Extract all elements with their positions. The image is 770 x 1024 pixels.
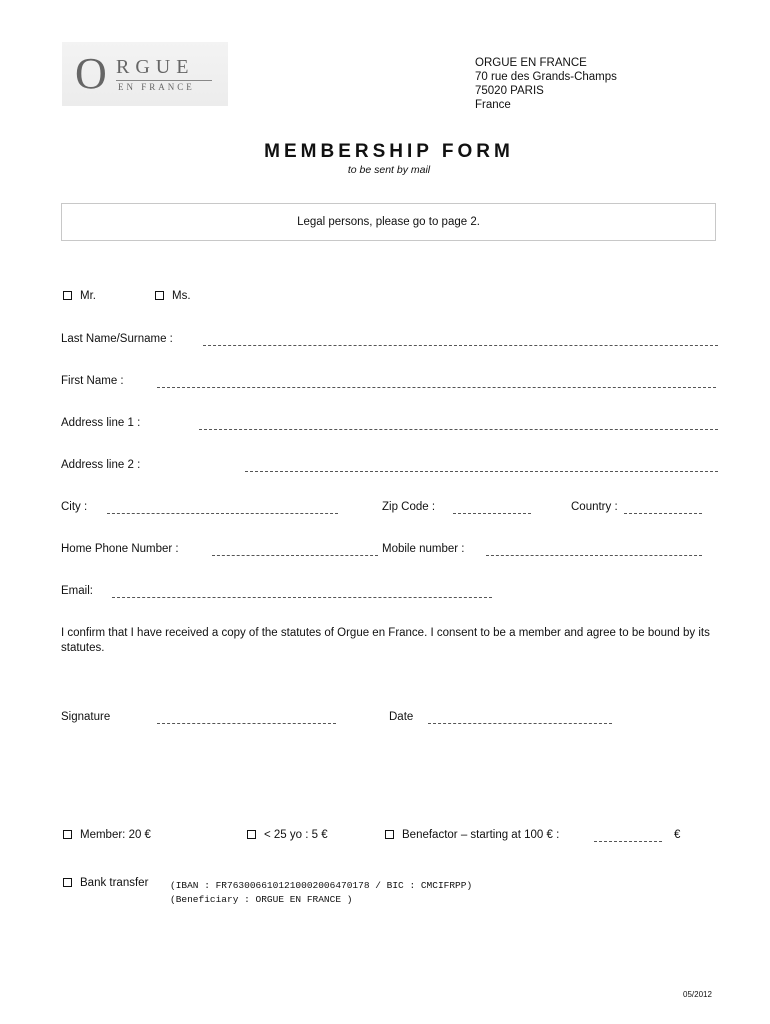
first-name-field[interactable] [157, 387, 716, 388]
address-line: 70 rue des Grands-Champs [475, 71, 617, 83]
date-label: Date [389, 711, 414, 723]
country-field[interactable] [624, 513, 702, 514]
fee-member[interactable] [63, 829, 151, 841]
salutation-mr[interactable] [63, 290, 96, 302]
member-fee-label: Member: 20 € [80, 829, 151, 841]
fee-benefactor[interactable] [385, 829, 559, 841]
zip-field[interactable] [453, 513, 531, 514]
form-title: MEMBERSHIP FORM [264, 141, 514, 162]
form-version: 05/2012 [683, 990, 712, 999]
mobile-field[interactable] [486, 555, 702, 556]
first-name-label: First Name : [61, 375, 124, 387]
logo-subtext: EN FRANCE [118, 82, 195, 92]
youth-fee-label: < 25 yo : 5 € [264, 829, 328, 841]
salutation-ms[interactable] [155, 290, 191, 302]
address2-field[interactable] [245, 471, 718, 472]
checkbox-ms[interactable] [155, 291, 164, 300]
checkbox-bank-transfer[interactable] [63, 878, 72, 887]
address-line: 75020 PARIS [475, 85, 544, 97]
logo-initial: O [75, 49, 107, 98]
city-field[interactable] [107, 513, 338, 514]
iban-text: (IBAN : FR7630066101210002006470178 / BIC : CMCIFRPP) [170, 880, 473, 891]
mobile-label: Mobile number : [382, 543, 465, 555]
payment-bank-transfer[interactable] [63, 877, 148, 889]
benefactor-amount-field[interactable] [594, 841, 662, 842]
logo-divider [116, 80, 212, 81]
address1-label: Address line 1 : [61, 417, 141, 429]
address1-field[interactable] [199, 429, 718, 430]
address-line: ORGUE EN FRANCE [475, 57, 587, 69]
date-field[interactable] [428, 723, 612, 724]
last-name-field[interactable] [203, 345, 718, 346]
last-name-label: Last Name/Surname : [61, 333, 173, 345]
email-field[interactable] [112, 597, 492, 598]
organization-address [475, 56, 617, 112]
home-phone-field[interactable] [212, 555, 378, 556]
consent-statement: I confirm that I have received a copy of the statutes of Orgue en France. I consent to be a member and agree to be bound by its statutes. [61, 627, 710, 654]
address-line: France [475, 99, 511, 111]
ms-label: Ms. [172, 290, 191, 302]
logo-text: RGUE [116, 56, 195, 78]
form-subtitle: to be sent by mail [347, 164, 431, 176]
signature-field[interactable] [157, 723, 336, 724]
email-label: Email: [61, 585, 93, 597]
checkbox-mr[interactable] [63, 291, 72, 300]
home-phone-label: Home Phone Number : [61, 543, 179, 555]
mr-label: Mr. [80, 290, 96, 302]
checkbox-benefactor[interactable] [385, 830, 394, 839]
checkbox-member[interactable] [63, 830, 72, 839]
bank-transfer-label: Bank transfer [80, 877, 149, 889]
country-label: Country : [571, 501, 618, 513]
legal-persons-notice: Legal persons, please go to page 2. [61, 203, 716, 241]
address2-label: Address line 2 : [61, 459, 141, 471]
beneficiary-text: (Beneficiary : ORGUE EN FRANCE ) [170, 894, 353, 905]
benefactor-fee-label: Benefactor – starting at 100 € : [402, 829, 560, 841]
zip-label: Zip Code : [382, 501, 436, 513]
fee-youth[interactable] [247, 829, 328, 841]
checkbox-youth[interactable] [247, 830, 256, 839]
city-label: City : [61, 501, 88, 513]
currency-symbol: € [674, 829, 681, 841]
signature-label: Signature [61, 711, 111, 723]
